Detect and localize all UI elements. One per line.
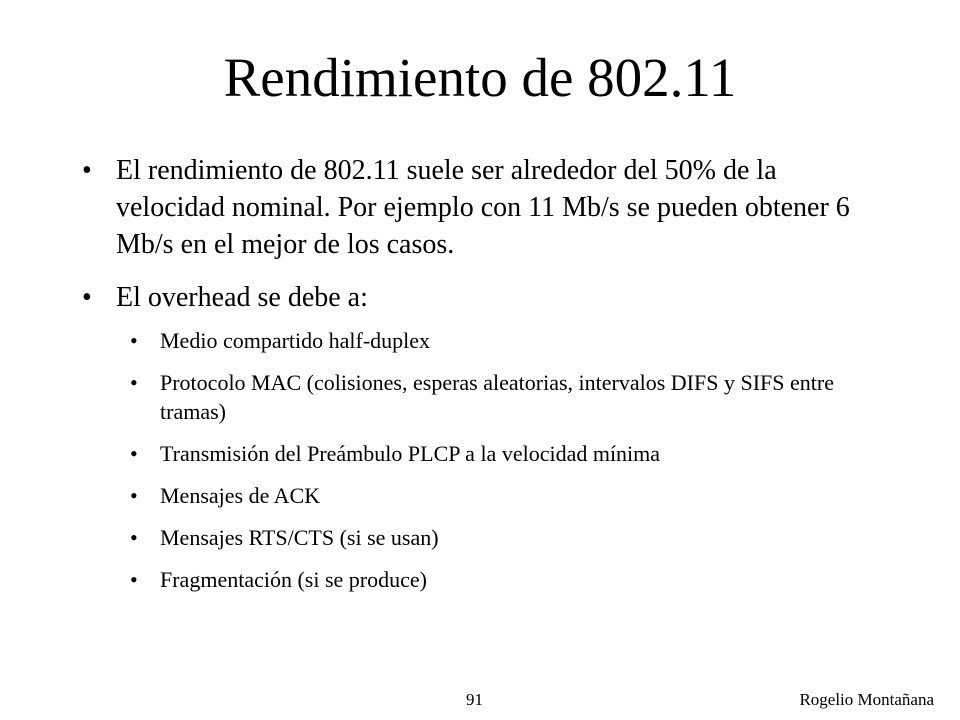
sub-bullet-item (128, 523, 878, 552)
bullet-text: El overhead se debe a: (116, 282, 368, 313)
sub-bullet-item (128, 481, 878, 510)
sub-bullet-text: Protocolo MAC (colisiones, esperas aleatorias, intervalos DIFS y SIFS entre tramas) (160, 370, 834, 424)
bullet-icon: • (82, 282, 92, 313)
page-number: 91 (466, 690, 483, 709)
bullet-item (78, 152, 878, 263)
slide-body (78, 152, 878, 607)
sub-bullet-icon: • (130, 567, 138, 592)
sub-bullet-text: Fragmentación (si se produce) (160, 567, 427, 592)
sub-bullet-text: Mensajes RTS/CTS (si se usan) (160, 525, 439, 550)
sub-bullet-text: Medio compartido half-duplex (160, 328, 431, 353)
sub-bullet-icon: • (130, 483, 138, 508)
bullet-item (78, 279, 878, 316)
sub-bullet-icon: • (130, 328, 138, 353)
slide-title: Rendimiento de 802.11 (223, 47, 737, 108)
sub-bullet-icon: • (130, 370, 138, 395)
sub-bullet-item (128, 326, 878, 355)
sub-bullet-item (128, 368, 878, 426)
sub-bullet-icon: • (130, 441, 138, 466)
sub-bullet-list (128, 326, 878, 594)
sub-bullet-item (128, 565, 878, 594)
sub-bullet-text: Transmisión del Preámbulo PLCP a la velocidad mínima (160, 441, 661, 466)
bullet-text: El rendimiento de 802.11 suele ser alrededor del 50% de la velocidad nominal. Por ejemplo con 11 Mb/s se pueden obtener 6 Mb/s en el mejor de los casos. (116, 155, 850, 260)
bullet-icon: • (82, 155, 92, 186)
sub-bullet-icon: • (130, 525, 138, 550)
author-name: Rogelio Montañana (799, 690, 934, 709)
sub-bullet-item (128, 439, 878, 468)
sub-bullet-text: Mensajes de ACK (160, 483, 321, 508)
